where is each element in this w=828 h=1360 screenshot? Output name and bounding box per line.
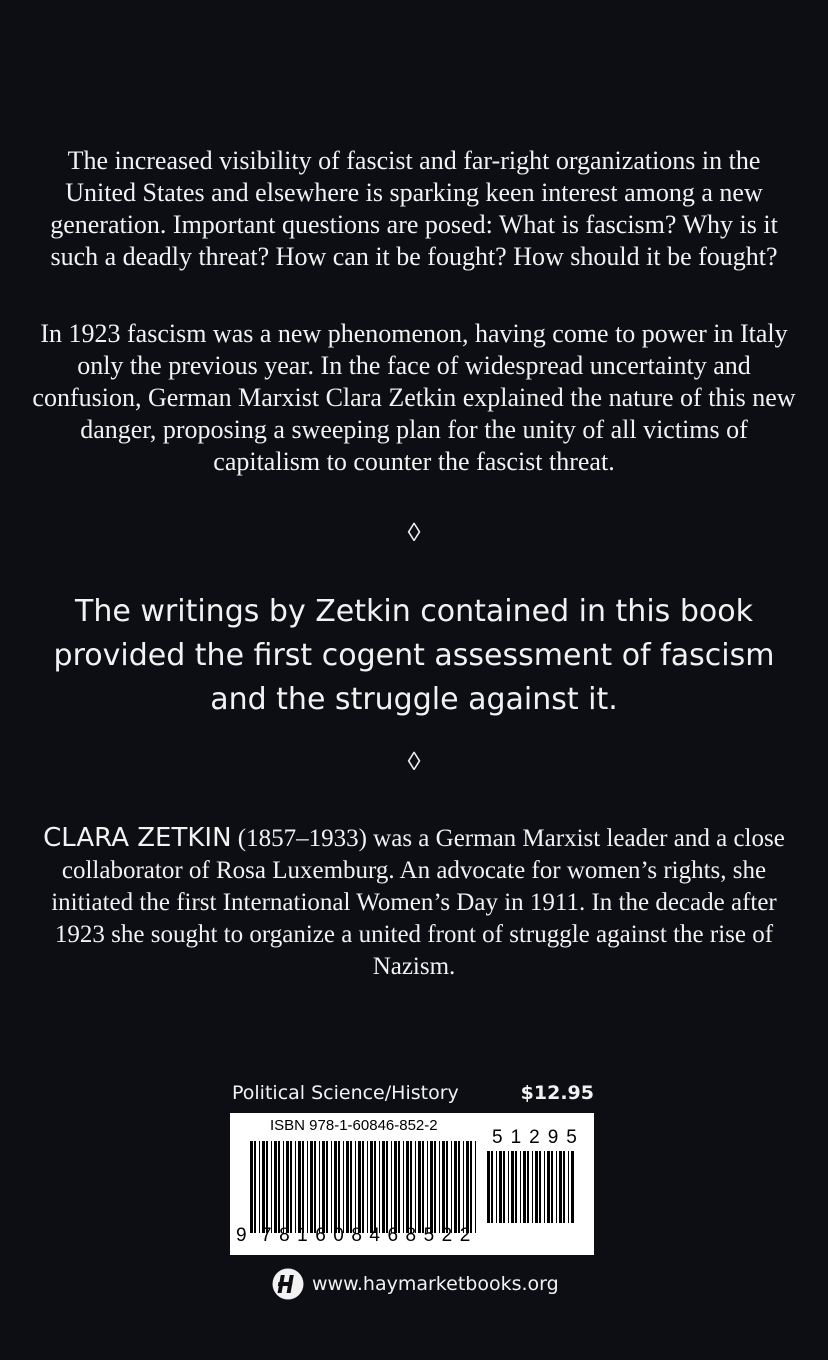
haymarket-h-logo-icon (272, 1268, 304, 1300)
barcode-digits: 781608468522 (261, 1225, 478, 1246)
category-label: Political Science/History (232, 1082, 459, 1104)
publisher-info (272, 1268, 559, 1300)
barcode-box (230, 1113, 594, 1255)
barcode-lead-digit: 9 (236, 1225, 247, 1246)
separator-diamond-icon: ◊ (407, 747, 421, 776)
tagline: The writings by Zetkin contained in this book provided the first cogent assessment of fascism and the struggle against it. (53, 594, 775, 717)
author-bio-text: (1857–1933) was a German Marxist leader and a close collaborator of Rosa Luxemburg. An advocate for women’s rights, she initiated the first International Women’s Day in 1911. In the decade after 1923 she sought to organize a united front of struggle against the rise of Nazism. (51, 825, 785, 980)
isbn-label: ISBN 978-1-60846-852-2 (270, 1117, 438, 1134)
separator-diamond-icon: ◊ (407, 518, 421, 547)
description-paragraph-2: In 1923 fascism was a new phenomenon, having come to power in Italy only the previous year. In the face of widespread uncertainty and confusion, German Marxist Clara Zetkin explained the nature of this new danger, proposing a sweeping plan for the unity of all victims of capitalism to counter the fascist threat. (32, 319, 796, 476)
description-paragraph-1: The increased visibility of fascist and far-right organizations in the United States and elsewhere is sparking keen interest among a new generation. Important questions are posed: What is fascism? Why is it such a deadly threat? How can it be fought? How should it be fought? (50, 146, 778, 271)
author-bio (25, 822, 803, 983)
price-barcode-bars (487, 1151, 575, 1223)
retail-info (232, 1082, 594, 1110)
author-name: CLARA ZETKIN (43, 823, 232, 853)
price-code: 51295 (492, 1127, 585, 1148)
price-label: $12.95 (520, 1082, 594, 1104)
publisher-website[interactable]: www.haymarketbooks.org (312, 1273, 559, 1295)
ean-barcode-bars (250, 1141, 478, 1233)
